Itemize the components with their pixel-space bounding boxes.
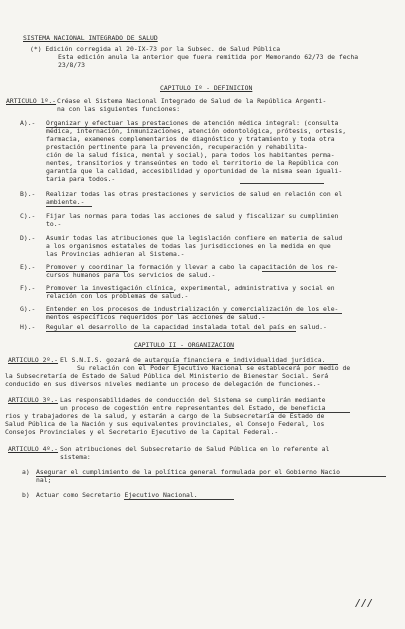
art4-item-b-line: Actuar como Secretario Ejecutivo Nacional. [36,491,198,499]
chapter-1-heading: CAPITULO Iº - DEFINICION [160,84,253,92]
item-d-line: Asumir todas las atribuciones que la legislación confiere en materia de salud [46,234,343,242]
item-g-letter: G).- [20,305,36,313]
underline-mark [46,292,174,293]
underline-mark [46,206,92,207]
item-a-line: nentes, transitorios y transeúntes en todo el territorio de la República con [46,159,339,167]
underline-mark [240,183,324,184]
art4-item-b-letter: b) [22,491,30,499]
underline-mark [138,364,338,365]
item-f-line: Promover la investigación clínica, experimental, administrativa y social en [46,284,335,292]
item-h-letter: H).- [20,323,36,331]
item-f-letter: F).- [20,284,36,292]
document-title: SISTEMA NACIONAL INTEGRADO DE SALUD [23,34,158,42]
item-g-line: Entender en los procesos de industrialización y comercialización de los ele- [46,305,339,313]
item-a-line: taria para todos.- [46,175,116,183]
continuation-mark: /// [355,598,374,609]
underline-mark [46,127,170,128]
item-e-line: Promover y coordinar la formación y llevar a cabo la capacitación de los re- [46,263,339,271]
underline-mark [46,271,128,272]
article-4-line: sistema: [60,453,91,461]
article-3-line: Salud Pública de la Nación y sus equivalentes provinciales, el Consejo Federal, los [5,420,325,428]
art4-item-a-line: nal; [36,476,52,484]
item-a-line: farmacia, examenes complementarios de diagnóstico y tratamiento y toda otra [46,135,335,143]
item-g-line: mentos específicos requeridos por las acciones de salud.- [46,313,266,321]
article-2-line: la Subsecretaría de Estado de Salud Pública del Ministerio de Bienestar Social. Será [5,372,329,380]
article-4-line: Son atribuciones del Subsecretario de Salud Pública en lo referente al [60,445,330,453]
item-h-line: Regular el desarrollo de la capacidad instalada total del país en salud.- [46,323,327,331]
article-3-label: ARTICULO 3º.- [8,396,59,404]
article-1-text-line: Créase el Sistema Nacional Integrado de Salud de la República Argenti- [57,97,327,105]
item-a-line: garantía que la calidad, accesibilidad y oportunidad de la misma sean iguali- [46,167,343,175]
chapter-2-heading: CAPITULO II - ORGANIZACION [134,341,235,349]
item-c-letter: C).- [20,212,36,220]
edition-note-line-2: 23/8/73 [58,61,85,69]
edition-note-line-1: Esta edición anula la anterior que fuera remitida por Memorando 62/73 de fecha [58,53,359,61]
underline-mark [262,271,336,272]
art4-item-a-line: Asegurar el cumplimiento de la política general formulada por el Gobierno Nacio [36,468,340,476]
item-c-line: to.- [46,220,62,228]
underline-mark [46,313,342,314]
item-a-line: prestación pertinente para la prevención, recuperación y rehabilita- [46,143,308,151]
item-c-line: Fijar las normas para todas las acciones de salud y fiscalizar su cumplimien [46,212,339,220]
article-2-line: conducido en sus diversos niveles mediante un proceso de delegación de funciones.- [5,380,321,388]
item-b-letter: B).- [20,190,36,198]
item-d-line: a los organismos estatales de todas las jurisdicciones en la medida en que [46,242,331,250]
item-a-line: Organizar y efectuar las prestaciones de atención médica integral: (consulta [46,119,339,127]
article-1-text-line: na con las siguientes funciones: [57,105,181,113]
article-2-line: Su relación con el Poder Ejecutivo Nacional se establecerá por medio de [77,364,351,372]
underline-mark [36,476,386,477]
edition-line: (*) Edición corregida al 20-IX-73 por la Subsec. de Salud Pública [30,45,281,53]
article-2-line: El S.N.I.S. gozará de autarquía financiera e individualidad jurídica. [60,356,326,364]
art4-item-a-letter: a) [22,468,30,476]
item-d-letter: D).- [20,234,36,242]
item-f-line: relación con los problemas de salud.- [46,292,189,300]
item-d-line: las Provincias adhieran al Sistema.- [46,250,185,258]
underline-mark [124,499,234,500]
item-b-line: Realizar todas las otras prestaciones y servicios de salud en relación con el [46,190,343,198]
item-a-line: médica, internación, inmunizaciones, atención odontológica, prótesis, ortesis, [46,127,347,135]
article-3-line: Consejos Provinciales y el Secretario Ejecutivo de la Capital Federal.- [5,428,279,436]
article-4-label: ARTICULO 4º.- [8,445,59,453]
item-e-line: cursos humanos para los servicios de salud.- [46,271,216,279]
underline-mark [270,412,350,413]
article-1-label: ARTICULO 1º.- [6,97,57,105]
article-2-label: ARTICULO 2º.- [8,356,59,364]
article-3-line: un proceso de cogestión entre representantes del Estado, de beneficia [60,404,326,412]
underline-mark [46,331,296,332]
item-a-line: ción de la salud física, mental y social), para todos los habitantes perma- [46,151,335,159]
article-3-line: rios y trabajadores de la salud, y estarán a cargo de la Subsecretaría de Estado de [5,412,325,420]
article-3-line: Las responsabilidades de conducción del Sistema se cumplirán mediante [60,396,326,404]
item-e-letter: E).- [20,263,36,271]
item-b-line: ambiente.- [46,198,85,206]
item-a-letter: A).- [20,119,36,127]
